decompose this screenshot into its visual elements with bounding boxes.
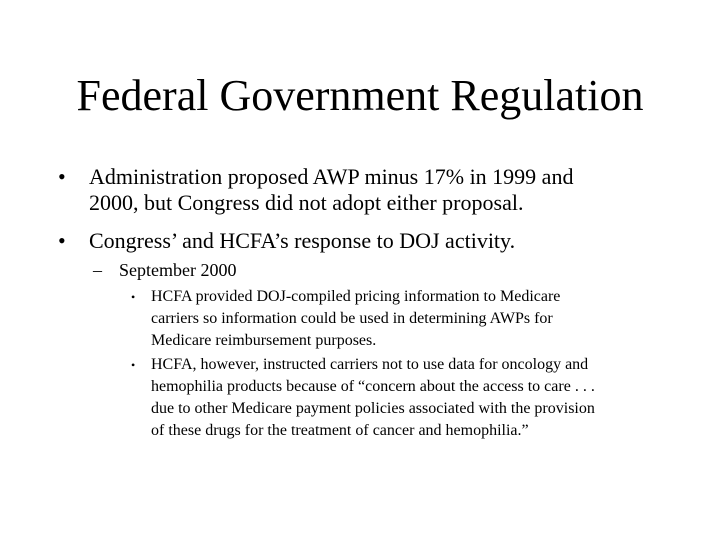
subsubbullet-marker: • <box>131 290 136 304</box>
slide-title: Federal Government Regulation <box>76 71 644 120</box>
bullet-text-line: 2000, but Congress did not adopt either proposal. <box>89 190 524 215</box>
subsubbullet-text-line: HCFA, however, instructed carriers not to use data for oncology and <box>151 356 589 373</box>
subsubbullet-pricing-info <box>131 286 671 352</box>
subbullet-text: September 2000 <box>119 260 237 280</box>
bullet-marker: • <box>58 228 66 253</box>
subbullet-september-2000 <box>93 259 679 281</box>
subsubbullet-text-line: hemophilia products because of “concern about the access to care . . . <box>151 378 595 395</box>
bullet-text-line: Administration proposed AWP minus 17% in 1999 and <box>89 164 574 189</box>
bullet-marker: • <box>58 164 66 189</box>
bullet-item-awp-proposal <box>58 164 689 216</box>
subsubbullet-marker: • <box>131 358 136 372</box>
subsubbullet-oncology-exclusion <box>131 354 671 442</box>
bullet-item-congress-response <box>58 228 689 254</box>
subsubbullet-text-line: Medicare reimbursement purposes. <box>151 332 377 349</box>
subsubbullet-text-line: of these drugs for the treatment of cancer and hemophilia.” <box>151 422 529 439</box>
subsubbullet-text-line: due to other Medicare payment policies associated with the provision <box>151 400 595 417</box>
bullet-text-line: Congress’ and HCFA’s response to DOJ activity. <box>89 228 516 253</box>
subbullet-marker: – <box>93 260 102 280</box>
subsubbullet-text-line: HCFA provided DOJ-compiled pricing information to Medicare <box>151 288 561 305</box>
subsubbullet-text-line: carriers so information could be used in determining AWPs for <box>151 310 553 327</box>
